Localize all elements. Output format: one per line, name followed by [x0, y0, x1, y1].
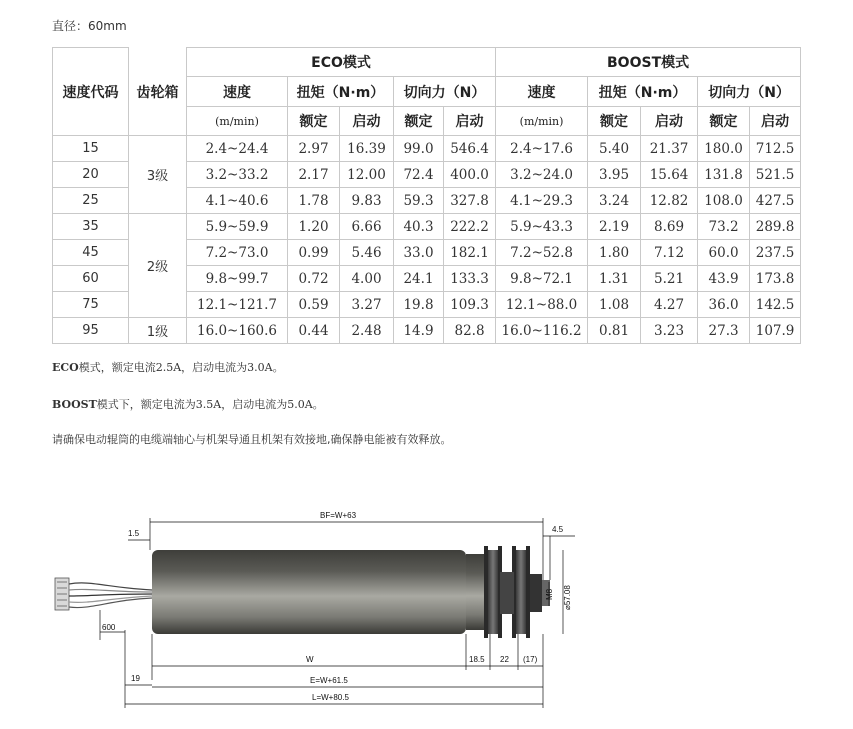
eco-torque-start-cell: 9.83 [340, 188, 394, 214]
eco-force-start-cell: 133.3 [444, 266, 496, 292]
header-boost-force-rated: 额定 [698, 107, 750, 136]
eco-torque-rated-cell: 2.17 [288, 162, 340, 188]
speed-code-cell: 75 [53, 292, 129, 318]
eco-force-rated-cell: 59.3 [394, 188, 444, 214]
eco-note-end: 。 [272, 361, 284, 374]
spec-table [52, 47, 801, 344]
boost-force-start-cell: 712.5 [750, 136, 801, 162]
eco-force-start-cell: 327.8 [444, 188, 496, 214]
gearbox-cell: 2级 [129, 214, 187, 318]
header-boost-force: 切向力（N） [698, 77, 801, 107]
dim-4-5: 4.5 [552, 525, 564, 534]
boost-torque-rated-cell: 1.31 [588, 266, 641, 292]
header-eco-speed: 速度 [187, 77, 288, 107]
eco-torque-start-cell: 5.46 [340, 240, 394, 266]
speed-code-cell: 95 [53, 318, 129, 344]
header-eco-speed-unit: (m/min) [187, 107, 288, 136]
boost-force-rated-cell: 108.0 [698, 188, 750, 214]
cable-icon [55, 578, 152, 610]
eco-torque-start-cell: 12.00 [340, 162, 394, 188]
eco-torque-rated-cell: 0.99 [288, 240, 340, 266]
eco-speed-cell: 5.9~59.9 [187, 214, 288, 240]
dim-w: W [306, 655, 314, 664]
eco-torque-rated-cell: 1.20 [288, 214, 340, 240]
boost-force-rated-cell: 43.9 [698, 266, 750, 292]
gearbox-cell: 1级 [129, 318, 187, 344]
eco-torque-rated-cell: 0.59 [288, 292, 340, 318]
boost-force-rated-cell: 73.2 [698, 214, 750, 240]
boost-torque-start-cell: 21.37 [641, 136, 698, 162]
roller-dimension-drawing [0, 480, 853, 729]
grounding-note: 请确保电动辊筒的电缆端轴心与机架导通且机架有效接地,确保静电能被有效释放。 [52, 433, 452, 446]
boost-torque-rated-cell: 0.81 [588, 318, 641, 344]
eco-force-rated-cell: 24.1 [394, 266, 444, 292]
table-row [53, 214, 801, 240]
header-boost-mode: BOOST模式 [496, 48, 801, 77]
eco-force-start-cell: 400.0 [444, 162, 496, 188]
boost-note-end: 。 [312, 398, 324, 411]
boost-force-rated-cell: 60.0 [698, 240, 750, 266]
eco-torque-rated-cell: 2.97 [288, 136, 340, 162]
speed-code-cell: 25 [53, 188, 129, 214]
speed-code-cell: 15 [53, 136, 129, 162]
roller-tube [152, 550, 466, 634]
header-boost-force-start: 启动 [750, 107, 801, 136]
eco-note-rated: 2.5A [155, 361, 182, 374]
eco-torque-start-cell: 2.48 [340, 318, 394, 344]
eco-torque-start-cell: 3.27 [340, 292, 394, 318]
eco-force-start-cell: 82.8 [444, 318, 496, 344]
eco-force-start-cell: 546.4 [444, 136, 496, 162]
table-row [53, 318, 801, 344]
boost-force-start-cell: 107.9 [750, 318, 801, 344]
dim-600: 600 [102, 623, 116, 632]
header-boost-torque-start: 启动 [641, 107, 698, 136]
eco-force-rated-cell: 14.9 [394, 318, 444, 344]
dim-m8: M8 [545, 588, 554, 600]
eco-speed-cell: 4.1~40.6 [187, 188, 288, 214]
boost-force-rated-cell: 180.0 [698, 136, 750, 162]
eco-force-start-cell: 182.1 [444, 240, 496, 266]
boost-torque-start-cell: 7.12 [641, 240, 698, 266]
table-row [53, 136, 801, 162]
eco-speed-cell: 3.2~33.2 [187, 162, 288, 188]
boost-torque-start-cell: 12.82 [641, 188, 698, 214]
dim-bf: BF=W+63 [320, 511, 357, 520]
boost-speed-cell: 9.8~72.1 [496, 266, 588, 292]
dim-17: (17) [523, 655, 538, 664]
eco-speed-cell: 12.1~121.7 [187, 292, 288, 318]
boost-torque-rated-cell: 5.40 [588, 136, 641, 162]
boost-torque-rated-cell: 3.95 [588, 162, 641, 188]
eco-speed-cell: 9.8~99.7 [187, 266, 288, 292]
boost-torque-rated-cell: 1.08 [588, 292, 641, 318]
eco-force-start-cell: 109.3 [444, 292, 496, 318]
boost-force-start-cell: 427.5 [750, 188, 801, 214]
gearbox-cell: 3级 [129, 136, 187, 214]
boost-force-rated-cell: 131.8 [698, 162, 750, 188]
eco-torque-start-cell: 6.66 [340, 214, 394, 240]
eco-force-rated-cell: 99.0 [394, 136, 444, 162]
boost-note-sep: ，启动电流为 [221, 398, 288, 411]
header-boost-torque: 扭矩（N·m） [588, 77, 698, 107]
boost-torque-start-cell: 8.69 [641, 214, 698, 240]
speed-code-cell: 60 [53, 266, 129, 292]
boost-speed-cell: 12.1~88.0 [496, 292, 588, 318]
dim-l: L=W+80.5 [312, 693, 349, 702]
eco-speed-cell: 2.4~24.4 [187, 136, 288, 162]
boost-force-start-cell: 289.8 [750, 214, 801, 240]
header-eco-force-start: 启动 [444, 107, 496, 136]
eco-force-rated-cell: 72.4 [394, 162, 444, 188]
eco-force-rated-cell: 19.8 [394, 292, 444, 318]
eco-torque-start-cell: 4.00 [340, 266, 394, 292]
boost-torque-start-cell: 3.23 [641, 318, 698, 344]
boost-force-rated-cell: 36.0 [698, 292, 750, 318]
header-eco-torque-start: 启动 [340, 107, 394, 136]
speed-code-cell: 45 [53, 240, 129, 266]
eco-note-mid: 模式，额定电流 [78, 361, 156, 374]
boost-torque-rated-cell: 2.19 [588, 214, 641, 240]
eco-torque-start-cell: 16.39 [340, 136, 394, 162]
boost-note-prefix: BOOST [52, 398, 97, 411]
dim-18-5: 18.5 [469, 655, 485, 664]
boost-note-start: 5.0A [287, 398, 313, 411]
header-eco-torque: 扭矩（N·m） [288, 77, 394, 107]
diameter-label: 直径：60mm [52, 19, 127, 33]
sprocket-icon [484, 546, 550, 638]
boost-speed-cell: 5.9~43.3 [496, 214, 588, 240]
boost-current-note [52, 396, 324, 412]
boost-force-start-cell: 521.5 [750, 162, 801, 188]
eco-current-note [52, 359, 284, 375]
boost-note-rated: 3.5A [195, 398, 222, 411]
boost-force-rated-cell: 27.3 [698, 318, 750, 344]
eco-torque-rated-cell: 0.44 [288, 318, 340, 344]
eco-speed-cell: 7.2~73.0 [187, 240, 288, 266]
dim-diameter: ⌀57.08 [563, 585, 572, 610]
header-eco-mode: ECO模式 [187, 48, 496, 77]
header-gearbox: 齿轮箱 [129, 48, 187, 136]
dim-e: E=W+61.5 [310, 676, 348, 685]
boost-torque-rated-cell: 3.24 [588, 188, 641, 214]
boost-torque-start-cell: 5.21 [641, 266, 698, 292]
header-eco-force: 切向力（N） [394, 77, 496, 107]
header-boost-speed-unit: (m/min) [496, 107, 588, 136]
header-eco-torque-rated: 额定 [288, 107, 340, 136]
boost-note-mid: 模式下，额定电流为 [96, 398, 196, 411]
eco-force-rated-cell: 33.0 [394, 240, 444, 266]
eco-note-start: 3.0A [247, 361, 273, 374]
boost-force-start-cell: 237.5 [750, 240, 801, 266]
speed-code-cell: 20 [53, 162, 129, 188]
eco-note-prefix: ECO [52, 361, 79, 374]
eco-force-start-cell: 222.2 [444, 214, 496, 240]
header-boost-torque-rated: 额定 [588, 107, 641, 136]
boost-torque-rated-cell: 1.80 [588, 240, 641, 266]
boost-torque-start-cell: 15.64 [641, 162, 698, 188]
header-boost-speed: 速度 [496, 77, 588, 107]
eco-force-rated-cell: 40.3 [394, 214, 444, 240]
boost-force-start-cell: 142.5 [750, 292, 801, 318]
boost-torque-start-cell: 4.27 [641, 292, 698, 318]
dim-1-5: 1.5 [128, 529, 140, 538]
dim-22: 22 [500, 655, 509, 664]
header-speed-code: 速度代码 [53, 48, 129, 136]
boost-speed-cell: 16.0~116.2 [496, 318, 588, 344]
eco-speed-cell: 16.0~160.6 [187, 318, 288, 344]
dim-19: 19 [131, 674, 140, 683]
boost-speed-cell: 3.2~24.0 [496, 162, 588, 188]
boost-speed-cell: 2.4~17.6 [496, 136, 588, 162]
header-eco-force-rated: 额定 [394, 107, 444, 136]
eco-torque-rated-cell: 1.78 [288, 188, 340, 214]
eco-torque-rated-cell: 0.72 [288, 266, 340, 292]
boost-speed-cell: 4.1~29.3 [496, 188, 588, 214]
boost-speed-cell: 7.2~52.8 [496, 240, 588, 266]
eco-note-sep: ，启动电流为 [181, 361, 248, 374]
speed-code-cell: 35 [53, 214, 129, 240]
boost-force-start-cell: 173.8 [750, 266, 801, 292]
